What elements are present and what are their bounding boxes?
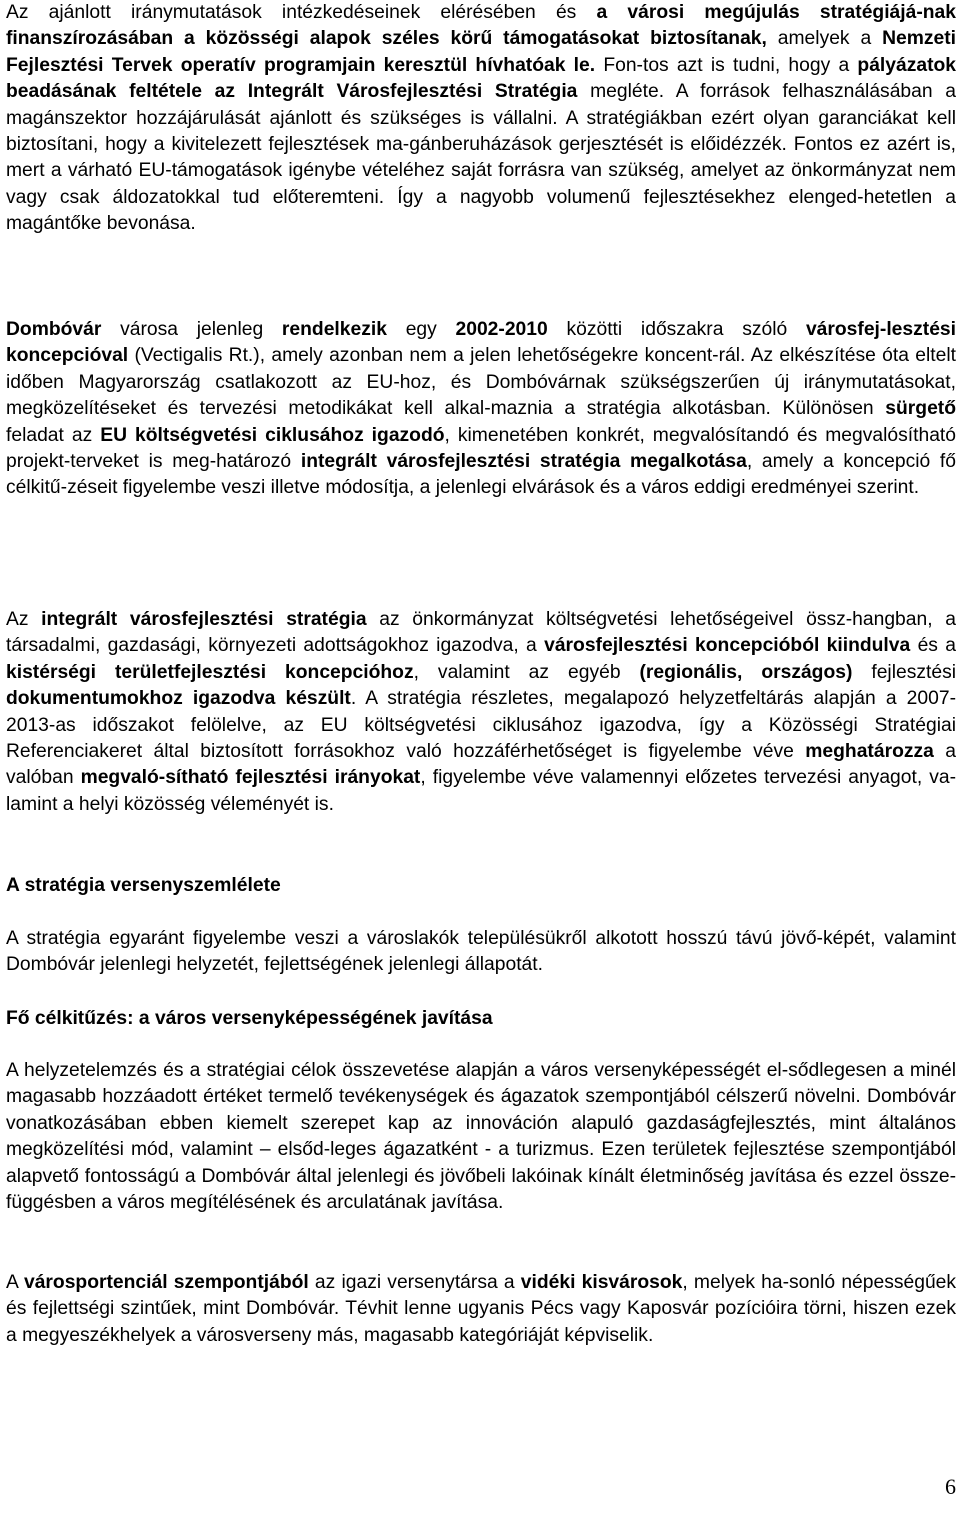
bold-text-run: a városi megújulás stratégiájá-nak finanszírozásában a közösségi alapok széles körű támogatásokat biztosítanak,	[6, 2, 957, 50]
bold-text-run: városportenciál szempontjából	[23, 1272, 309, 1293]
bold-text-run: (regionális, országos)	[639, 661, 853, 683]
paragraph-integrated-strategy	[6, 607, 956, 818]
text-run: Az ajánlott iránymutatások intézkedéseinek elérésében és	[6, 2, 597, 23]
text-run: A stratégia egyaránt figyelembe veszi a városlakók településükről alkotott hosszú távú jövő-képét, valamint Dombóvár jelenlegi helyzetét, fejlettségének jelenlegi állapotát.	[6, 928, 956, 976]
bold-text-run: rendelkezik	[281, 319, 387, 340]
bold-text-run: vidéki kisvárosok	[520, 1272, 683, 1293]
bold-text-run: kistérségi területfejlesztési koncepcióhoz	[6, 661, 414, 683]
text-run: , figyelembe véve valamennyi előzetes tervezési anyagot, va-lamint a helyi közösség véleményét is.	[6, 767, 957, 815]
heading-main-objective: Fő célkitűzés: a város versenyképességének javítása	[6, 1008, 493, 1029]
bold-text-run: meghatározza	[805, 741, 934, 763]
text-run: (Vectigalis Rt.), amely azonban nem a jelen lehetőségekre koncent-rál. Az elkészítése óta eltelt időben Magyarország csatlakozott az EU-hoz, és Dombóvárnak szükségszerűen új iránymutatásokat, megközelítéseket és tervezési metodikákat kell alkal-maznia a stratégia alkotásban. Különösen	[6, 345, 956, 420]
text-run: , valamint az egyéb	[413, 661, 640, 683]
bold-text-run: 2002-2010	[455, 319, 548, 340]
bold-text-run: pályázatok beadásának feltétele az Integrált Városfejlesztési Stratégia	[6, 54, 957, 103]
text-run: városa jelenleg	[101, 319, 282, 340]
text-run: az igazi versenytársa a	[308, 1272, 521, 1293]
text-run: a valóban	[6, 741, 956, 789]
text-run: megléte. A források felhasználásában a magánszektor hozzájárulását ajánlott és szükséges is vállalni. A stratégiákban ezért olyan garanciákat kell biztosítani, hogy a kivitelezett fejlesztések ma-gánberuházások gerjesztését is előidézzék. Fontos ez azért is, mert a várható EU-támogatások igénybe vételéhez saját forrásra van szükség, amelyet az önkormányzat nem vagy csak áldozatokkal tud előteremteni. Így a nagyobb volumenű fejlesztésekhez elenged-hetetlen a magántőke bevonása.	[6, 81, 957, 235]
bold-text-run: Dombóvár	[6, 319, 102, 340]
text-run: , melyek ha-sonló népességűek és fejlettségi szintűek, mint Dombóvár. Tévhit lenne ugyanis Pécs vagy Kaposvár pozícióira törni, hiszen ezek a megyeszékhelyek a városverseny más, magasabb kategóriáját képviselik.	[6, 1272, 957, 1346]
bold-text-run: dokumentumokhoz igazodva készült	[6, 688, 351, 710]
bold-text-run: megvaló-sítható fejlesztési irányokat	[80, 767, 421, 789]
bold-text-run: városfej-lesztési koncepcióval	[6, 319, 956, 367]
paragraph-vision	[6, 926, 956, 979]
text-run: , kimenetében konkrét, megvalósítandó és megvalósítható projekt-terveket is meg-határozó	[6, 424, 957, 473]
bold-text-run: EU költségvetési ciklusához igazodó	[100, 424, 445, 446]
text-run: Az	[6, 609, 42, 630]
text-run: , amely a koncepció fő célkitű-zéseit figyelembe veszi illetve módosítja, a jelenlegi elvárások és a város eddigi eredményei szerint.	[6, 451, 956, 499]
text-run: és a	[910, 635, 956, 657]
bold-text-run: integrált városfejlesztési stratégia	[41, 609, 367, 630]
bold-text-run: Nemzeti Fejlesztési Tervek operatív programjain keresztül hívhatóak le.	[6, 28, 956, 76]
paragraph-competitiveness	[6, 1058, 956, 1216]
text-run: fejlesztési	[852, 661, 957, 683]
text-run: az önkormányzat költségvetési lehetőségeivel össz-hangban, a társadalmi, gazdasági, környezeti adottságokhoz igazodva, a	[6, 609, 956, 657]
paragraph-concept	[6, 317, 956, 502]
paragraph-funding	[6, 0, 956, 238]
bold-text-run: integrált városfejlesztési stratégia megalkotása	[300, 451, 747, 473]
text-run: amelyek a	[766, 28, 883, 50]
paragraph-competitors	[6, 1270, 956, 1349]
text-run: A	[6, 1272, 24, 1293]
bold-text-run: sürgető	[885, 398, 956, 420]
page-number: 6	[945, 1474, 956, 1499]
bold-text-run: városfejlesztési koncepcióból kiindulva	[544, 635, 911, 657]
text-run: Fon-tos azt is tudni, hogy a	[595, 54, 858, 76]
text-run: A helyzetelemzés és a stratégiai célok összevetése alapján a város versenyképességét el-sődlegesen a minél magasabb hozzáadott értéket termelő tevékenységek és ágazatok szempontjából célszerű növelni. Dombóvár vonatkozásában ebben kiemelt szerepet kap az innováción alapuló gazdaságfejlesztés, mint általános megközelítési mód, valamint – elsőd-leges ágazatként - a turizmus. Ezen területek fejlesztése szempontjából alapvető fontosságú a Dombóvár által jelenlegi és jövőbeli lakóinak kínált életminőség javítása és ezzel össze-függésben a város megítélésének és arculatának javítása.	[6, 1060, 956, 1214]
text-run: egy	[386, 319, 456, 340]
text-run: feladat az	[6, 424, 101, 446]
heading-competitive-view: A stratégia versenyszemlélete	[6, 875, 281, 896]
text-run: . A stratégia részletes, megalapozó helyzetfeltárás alapján a 2007-2013-as időszakot felölelve, az EU költségvetési ciklusához igazodva, így a Közösségi Stratégiai Referenciakeret által biztosított forrásokhoz való hozzáférhetőséget is figyelembe véve	[6, 688, 956, 763]
text-run: közötti időszakra szóló	[547, 319, 806, 340]
